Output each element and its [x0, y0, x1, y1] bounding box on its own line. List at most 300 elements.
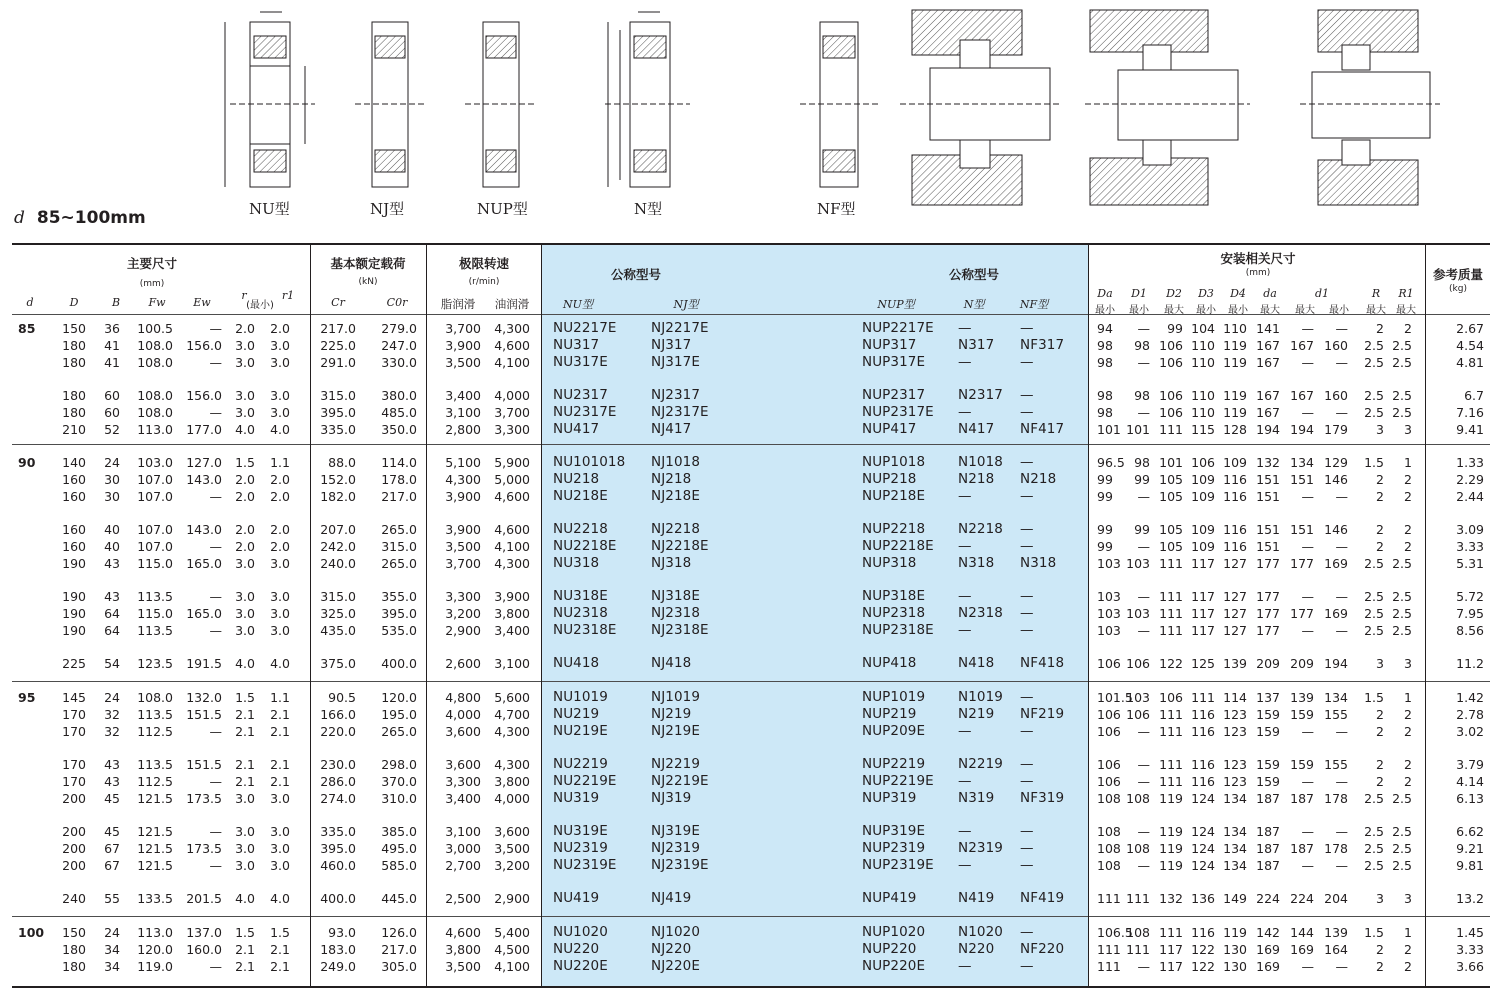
cell-g: 3,100: [445, 405, 481, 420]
cell-D: 170: [62, 724, 86, 739]
cell-g: 4,600: [445, 925, 481, 940]
cell-d1b: —: [1335, 623, 1348, 638]
cell-Da: 111: [1097, 942, 1121, 957]
cell-nj: NJ218: [651, 471, 692, 487]
table-row: [12, 689, 1490, 706]
cell-m: 9.41: [1456, 422, 1484, 437]
cell-r: 3.0: [235, 791, 255, 806]
cell-Ew: —: [209, 623, 222, 638]
table-row: [12, 354, 1490, 371]
cell-D1: 99: [1134, 472, 1150, 487]
cell-D3: 116: [1191, 724, 1215, 739]
cell-R1: 3: [1404, 656, 1412, 671]
cell-m: 5.31: [1456, 556, 1484, 571]
cell-D2: 111: [1159, 556, 1183, 571]
table-row: [12, 756, 1490, 773]
cell-da: 159: [1256, 707, 1280, 722]
cell-da: 167: [1256, 338, 1280, 353]
cell-Cr: 325.0: [320, 606, 356, 621]
cell-nj: NJ318: [651, 555, 692, 571]
cell-R: 2.5: [1364, 589, 1384, 604]
cell-Cr: 230.0: [320, 757, 356, 772]
cell-d1b: 178: [1324, 841, 1348, 856]
table-row: [12, 958, 1490, 975]
cell-r1: 3.0: [270, 355, 290, 370]
cell-R1: 2.5: [1392, 388, 1412, 403]
table-row: [12, 588, 1490, 605]
bore-range: 85~100mm: [36, 208, 146, 228]
cell-Cr: 90.5: [328, 690, 356, 705]
cell-n: N2317: [958, 387, 1003, 403]
cell-Cr: 182.0: [320, 489, 356, 504]
cell-nu: NU419: [553, 890, 600, 906]
nup-drawing: [465, 22, 535, 187]
cell-R: 2: [1376, 959, 1384, 974]
cell-n: N319: [958, 790, 995, 806]
cell-D1: —: [1137, 774, 1150, 789]
cell-B: 60: [104, 388, 120, 403]
cell-r: 2.1: [235, 942, 255, 957]
cell-D2: 111: [1159, 925, 1183, 940]
table-row: [12, 840, 1490, 857]
minmax-2: 最大: [1164, 305, 1184, 316]
cell-D1: —: [1137, 321, 1150, 336]
cell-B: 64: [104, 606, 120, 621]
cell-B: 30: [104, 472, 120, 487]
cell-D2: 117: [1159, 959, 1183, 974]
cell-D2: 111: [1159, 422, 1183, 437]
cell-nf: —: [1020, 538, 1034, 554]
cell-nj: NJ317: [651, 337, 692, 353]
cell-r1: 2.1: [270, 774, 290, 789]
cell-D1: —: [1137, 757, 1150, 772]
cell-r: 2.1: [235, 959, 255, 974]
cell-Fw: 121.5: [137, 791, 173, 806]
cell-R: 2: [1376, 942, 1384, 957]
nu-drawing: [225, 12, 315, 187]
cell-nj: NJ319E: [651, 823, 700, 839]
cell-da: 137: [1256, 690, 1280, 705]
cell-g: 3,700: [445, 321, 481, 336]
cell-D3: 106: [1191, 455, 1215, 470]
cell-Fw: 133.5: [137, 891, 173, 906]
cell-m: 3.79: [1456, 757, 1484, 772]
cell-C0r: 265.0: [381, 556, 417, 571]
cell-R1: 2: [1404, 774, 1412, 789]
cell-r1: 2.0: [270, 522, 290, 537]
cell-C0r: 355.0: [381, 589, 417, 604]
cell-D: 200: [62, 858, 86, 873]
cell-nf: NF417: [1020, 421, 1065, 437]
table-top-rule: [12, 243, 1490, 245]
cell-da: 194: [1256, 422, 1280, 437]
header-install-unit: (mm): [1245, 268, 1271, 278]
cell-R1: 2: [1404, 707, 1412, 722]
cell-R1: 2.5: [1392, 405, 1412, 420]
cell-R: 1.5: [1364, 455, 1384, 470]
cell-r1: 3.0: [270, 388, 290, 403]
cell-Da: 98: [1097, 355, 1113, 370]
mounting-drawing-2: [1085, 10, 1250, 205]
cell-D3: 124: [1191, 841, 1215, 856]
cell-Fw: 108.0: [137, 405, 173, 420]
cell-nup: NUP2318E: [862, 622, 934, 638]
cell-m: 9.21: [1456, 841, 1484, 856]
cell-D3: 122: [1191, 942, 1215, 957]
cell-D1: —: [1137, 405, 1150, 420]
cell-Fw: 119.0: [137, 959, 173, 974]
cell-D: 210: [62, 422, 86, 437]
cell-Ew: 151.5: [186, 707, 222, 722]
cell-D: 170: [62, 774, 86, 789]
cell-g: 3,500: [445, 355, 481, 370]
cell-B: 34: [104, 959, 120, 974]
cell-nj: NJ317E: [651, 354, 700, 370]
cell-Cr: 183.0: [320, 942, 356, 957]
cell-nf: —: [1020, 924, 1034, 940]
cell-R1: 2.5: [1392, 589, 1412, 604]
cell-nj: NJ1019: [651, 689, 701, 705]
cell-r: 1.5: [235, 925, 255, 940]
cell-D1: 98: [1134, 338, 1150, 353]
cell-Fw: 115.0: [137, 556, 173, 571]
cell-D3: 110: [1191, 338, 1215, 353]
cell-n: N419: [958, 890, 995, 906]
cell-D4: 130: [1223, 959, 1247, 974]
cell-d1b: 160: [1324, 388, 1348, 403]
cell-d1b: —: [1335, 355, 1348, 370]
cell-D: 180: [62, 355, 86, 370]
cell-r: 4.0: [235, 656, 255, 671]
cell-D1: —: [1137, 539, 1150, 554]
cell-o: 3,800: [494, 606, 530, 621]
cell-da: 151: [1256, 522, 1280, 537]
cell-D: 190: [62, 556, 86, 571]
cell-nu: NU219E: [553, 723, 608, 739]
header-speed: 极限转速: [458, 256, 510, 271]
cell-D3: 110: [1191, 355, 1215, 370]
cell-r: 2.0: [235, 539, 255, 554]
cell-g: 3,500: [445, 959, 481, 974]
cell-nu: NU2317: [553, 387, 608, 403]
nf-drawing: [800, 22, 880, 187]
cell-o: 4,600: [494, 338, 530, 353]
cell-Fw: 107.0: [137, 522, 173, 537]
header-load: 基本额定载荷: [330, 256, 406, 271]
cell-Cr: 315.0: [320, 388, 356, 403]
cell-o: 3,700: [494, 405, 530, 420]
cell-D: 140: [62, 455, 86, 470]
cell-D2: 122: [1159, 656, 1183, 671]
table-row: [12, 605, 1490, 622]
cell-d1b: 164: [1324, 942, 1348, 957]
diagram-label-nj: NJ型: [370, 200, 405, 218]
cell-n: —: [958, 773, 972, 789]
cell-R1: 2: [1404, 757, 1412, 772]
cell-da: 177: [1256, 623, 1280, 638]
cell-n: N220: [958, 941, 995, 957]
cell-D3: 116: [1191, 925, 1215, 940]
cell-nj: NJ1020: [651, 924, 701, 940]
cell-Ew: 160.0: [186, 942, 222, 957]
cell-B: 67: [104, 858, 120, 873]
cell-da: 209: [1256, 656, 1280, 671]
cell-Fw: 108.0: [137, 388, 173, 403]
cell-r: 3.0: [235, 824, 255, 839]
cell-Da: 99: [1097, 539, 1113, 554]
cell-Fw: 108.0: [137, 338, 173, 353]
cell-R1: 2: [1404, 489, 1412, 504]
cell-r1: 1.1: [270, 455, 290, 470]
cell-C0r: 265.0: [381, 522, 417, 537]
cell-r1: 4.0: [270, 422, 290, 437]
cell-nf: —: [1020, 723, 1034, 739]
cell-R1: 2: [1404, 724, 1412, 739]
cell-D2: 106: [1159, 355, 1183, 370]
cell-g: 3,700: [445, 556, 481, 571]
cell-da: 159: [1256, 757, 1280, 772]
cell-d1b: —: [1335, 489, 1348, 504]
cell-R1: 2.5: [1392, 556, 1412, 571]
cell-Da: 108: [1097, 841, 1121, 856]
cell-D2: 111: [1159, 724, 1183, 739]
cell-C0r: 279.0: [381, 321, 417, 336]
cell-Da: 99: [1097, 472, 1113, 487]
cell-d1a: 194: [1290, 422, 1314, 437]
cell-o: 4,300: [494, 724, 530, 739]
cell-nf: —: [1020, 488, 1034, 504]
cell-r1: 3.0: [270, 589, 290, 604]
cell-nu: NU319: [553, 790, 600, 806]
cell-nup: NUP318: [862, 555, 917, 571]
cell-D4: 127: [1223, 623, 1247, 638]
cell-Cr: 395.0: [320, 841, 356, 856]
table-row: [12, 941, 1490, 958]
cell-Da: 101: [1097, 422, 1121, 437]
cell-nj: NJ2219E: [651, 773, 709, 789]
cell-D1: 111: [1126, 942, 1150, 957]
cell-g: 2,700: [445, 858, 481, 873]
cell-B: 40: [104, 522, 120, 537]
cell-m: 13.2: [1456, 891, 1484, 906]
cell-m: 3.66: [1456, 959, 1484, 974]
cell-o: 5,000: [494, 472, 530, 487]
cell-m: 6.13: [1456, 791, 1484, 806]
cell-da: 187: [1256, 791, 1280, 806]
cell-d1a: 224: [1290, 891, 1314, 906]
cell-nu: NU2318: [553, 605, 608, 621]
cell-D2: 105: [1159, 539, 1183, 554]
cell-D4: 119: [1223, 355, 1247, 370]
cell-m: 3.02: [1456, 724, 1484, 739]
cell-D2: 106: [1159, 405, 1183, 420]
header-load-unit: (kN): [358, 277, 378, 287]
cell-r: 2.0: [235, 321, 255, 336]
cell-Cr: 207.0: [320, 522, 356, 537]
cell-nj: NJ417: [651, 421, 692, 437]
cell-R: 2.5: [1364, 338, 1384, 353]
cell-nu: NU2317E: [553, 404, 617, 420]
cell-r1: 4.0: [270, 656, 290, 671]
col-B: B: [111, 296, 121, 309]
cell-D2: 111: [1159, 589, 1183, 604]
cell-Da: 103: [1097, 556, 1121, 571]
cell-Ew: —: [209, 959, 222, 974]
cell-o: 3,600: [494, 824, 530, 839]
table-row: [12, 790, 1490, 807]
cell-nf: —: [1020, 823, 1034, 839]
cell-o: 4,600: [494, 489, 530, 504]
cell-D3: 117: [1191, 589, 1215, 604]
cell-D1: —: [1137, 858, 1150, 873]
cell-Da: 111: [1097, 891, 1121, 906]
cell-R: 2: [1376, 539, 1384, 554]
col-r1: r1: [281, 289, 295, 302]
cell-D2: 119: [1159, 824, 1183, 839]
cell-r1: 1.5: [270, 925, 290, 940]
cell-r: 1.5: [235, 690, 255, 705]
cell-D4: 114: [1223, 690, 1247, 705]
cell-d1b: 204: [1324, 891, 1348, 906]
cell-n: —: [958, 404, 972, 420]
cell-Fw: 113.5: [137, 757, 173, 772]
cell-d1b: —: [1335, 321, 1348, 336]
cell-nu: NU418: [553, 655, 600, 671]
cell-da: 151: [1256, 472, 1280, 487]
cell-D: 190: [62, 589, 86, 604]
cell-d1b: 160: [1324, 338, 1348, 353]
cell-r: 2.0: [235, 472, 255, 487]
col-D2: D2: [1166, 287, 1182, 300]
cell-D1: —: [1137, 724, 1150, 739]
cell-g: 3,600: [445, 724, 481, 739]
cell-D: 160: [62, 539, 86, 554]
cell-nup: NUP419: [862, 890, 917, 906]
cell-m: 4.14: [1456, 774, 1484, 789]
cell-n: N318: [958, 555, 995, 571]
cell-r1: 3.0: [270, 405, 290, 420]
cell-m: 3.33: [1456, 539, 1484, 554]
cell-nf: —: [1020, 689, 1034, 705]
cell-g: 3,000: [445, 841, 481, 856]
cell-n: —: [958, 488, 972, 504]
cell-m: 6.62: [1456, 824, 1484, 839]
cell-Ew: 137.0: [186, 925, 222, 940]
cell-Ew: 151.5: [186, 757, 222, 772]
cell-g: 3,800: [445, 942, 481, 957]
cell-d1a: 151: [1290, 522, 1314, 537]
cell-D4: 116: [1223, 539, 1247, 554]
col-D3: D3: [1198, 287, 1214, 300]
cell-d1b: —: [1335, 959, 1348, 974]
col-nu: NU型: [563, 298, 593, 311]
cell-o: 5,400: [494, 925, 530, 940]
col-n: N型: [963, 298, 985, 311]
cell-nu: NU1020: [553, 924, 608, 940]
cell-r: 3.0: [235, 405, 255, 420]
cell-Ew: 143.0: [186, 472, 222, 487]
cell-r1: 2.0: [270, 321, 290, 336]
cell-d1a: 169: [1290, 942, 1314, 957]
header-model-2: 公称型号: [948, 267, 1000, 282]
cell-m: 11.2: [1456, 656, 1484, 671]
cell-da: 159: [1256, 724, 1280, 739]
cell-nup: NUP2319E: [862, 857, 934, 873]
bore-symbol: d: [14, 208, 25, 228]
cell-nf: —: [1020, 387, 1034, 403]
cell-nu: NU219: [553, 706, 600, 722]
cell-D2: 119: [1159, 841, 1183, 856]
cell-Fw: 113.0: [137, 422, 173, 437]
cell-D1: 106: [1126, 707, 1150, 722]
cell-D2: 132: [1159, 891, 1183, 906]
bearing-table: [12, 243, 1490, 988]
cell-Cr: 460.0: [320, 858, 356, 873]
cell-g: 3,100: [445, 824, 481, 839]
table-row: [12, 454, 1490, 471]
cell-d1a: —: [1301, 405, 1314, 420]
cell-nj: NJ318E: [651, 588, 700, 604]
cell-nj: NJ319: [651, 790, 692, 806]
cell-d1a: —: [1301, 724, 1314, 739]
cell-Cr: 240.0: [320, 556, 356, 571]
cell-nf: —: [1020, 756, 1034, 772]
mounting-drawing-1: [900, 10, 1060, 205]
cell-g: 4,000: [445, 707, 481, 722]
cell-n: N2318: [958, 605, 1003, 621]
cell-D4: 127: [1223, 556, 1247, 571]
cell-nf: NF418: [1020, 655, 1065, 671]
cell-D: 200: [62, 841, 86, 856]
cell-D4: 119: [1223, 925, 1247, 940]
diagram-label-nf: NF型: [817, 200, 856, 218]
cell-D: 160: [62, 472, 86, 487]
cell-D1: 98: [1134, 388, 1150, 403]
cell-R1: 3: [1404, 891, 1412, 906]
cell-Fw: 107.0: [137, 539, 173, 554]
cell-r1: 3.0: [270, 791, 290, 806]
cell-o: 4,500: [494, 942, 530, 957]
cell-Ew: —: [209, 824, 222, 839]
cell-D4: 119: [1223, 388, 1247, 403]
cell-R1: 1: [1404, 690, 1412, 705]
cell-m: 1.33: [1456, 455, 1484, 470]
cell-r: 4.0: [235, 422, 255, 437]
cell-R: 2: [1376, 522, 1384, 537]
diagram-label-nup: NUP型: [477, 200, 528, 218]
cell-nup: NUP1020: [862, 924, 926, 940]
cell-D: 190: [62, 623, 86, 638]
cell-Cr: 152.0: [320, 472, 356, 487]
cell-C0r: 400.0: [381, 656, 417, 671]
cell-Ew: 173.5: [186, 791, 222, 806]
cell-D: 170: [62, 757, 86, 772]
cell-Da: 106: [1097, 774, 1121, 789]
cell-Fw: 121.5: [137, 824, 173, 839]
cell-Ew: 165.0: [186, 606, 222, 621]
cell-nup: NUP318E: [862, 588, 926, 604]
cell-R: 2.5: [1364, 388, 1384, 403]
cell-r1: 3.0: [270, 338, 290, 353]
cell-d1b: 146: [1324, 472, 1348, 487]
cell-D2: 99: [1167, 321, 1183, 336]
cell-R: 2: [1376, 321, 1384, 336]
cell-D1: —: [1137, 959, 1150, 974]
cell-B: 41: [104, 338, 120, 353]
cell-nj: NJ2317E: [651, 404, 709, 420]
cell-nf: NF419: [1020, 890, 1065, 906]
cell-nu: NU2219: [553, 756, 608, 772]
